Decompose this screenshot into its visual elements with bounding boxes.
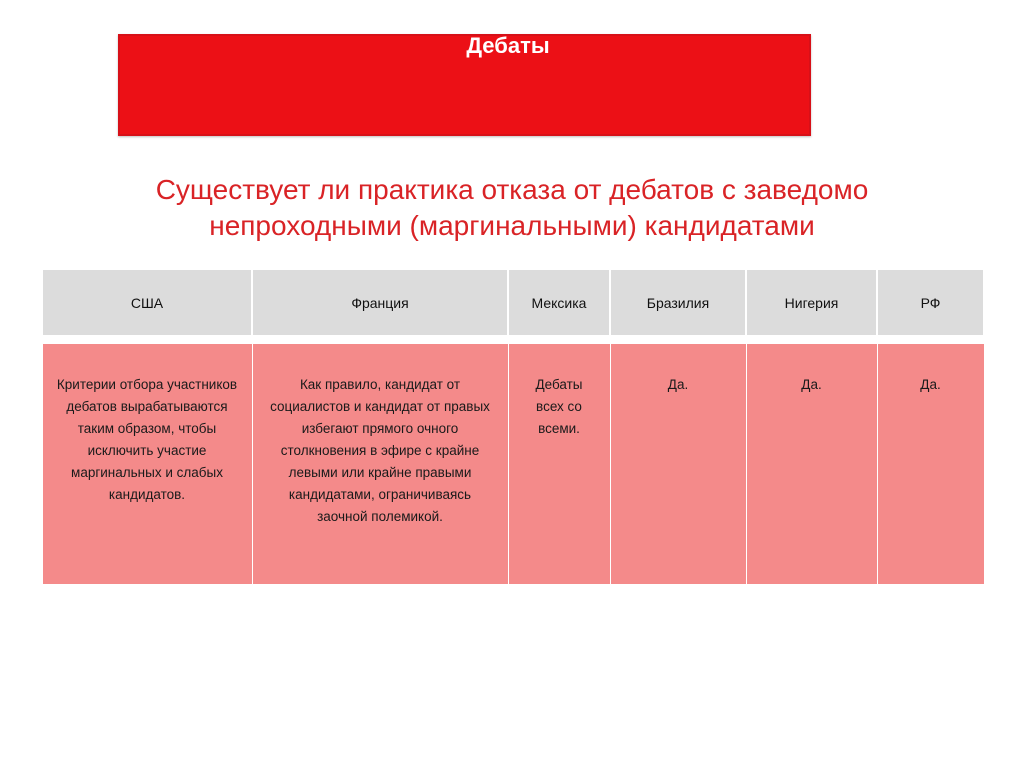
table-header-row xyxy=(42,270,984,335)
question-line-2: непроходными (маргинальными) кандидатами xyxy=(209,210,815,241)
cell-france xyxy=(252,344,508,584)
table-row xyxy=(42,344,984,584)
header-mexico: Мексика xyxy=(508,270,610,335)
header-usa: США xyxy=(42,270,252,335)
cell-brazil xyxy=(610,344,746,584)
table-gap xyxy=(42,335,984,344)
cell-brazil-text: Да. xyxy=(667,377,689,392)
cell-mexico xyxy=(508,344,610,584)
cell-usa-text: Критерии отбора участников дебатов вырабатываются таким образом, чтобы исключить участие маргинальных и слабых кандидатов. xyxy=(56,377,238,502)
slide-title: Дебаты xyxy=(466,33,550,58)
cell-russia xyxy=(877,344,984,584)
cell-nigeria-text: Да. xyxy=(801,377,822,392)
question-line-1: Существует ли практика отказа от дебатов с заведомо xyxy=(155,174,869,205)
question-heading xyxy=(0,172,1024,244)
comparison-table xyxy=(41,270,985,584)
header-nigeria: Нигерия xyxy=(746,270,877,335)
cell-mexico-text: Дебаты всех со всеми. xyxy=(535,377,583,436)
cell-nigeria xyxy=(746,344,877,584)
cell-france-text: Как правило, кандидат от социалистов и кандидат от правых избегают прямого очного столкновения в эфире с крайне левыми или крайне правыми кандидатами, ограничиваясь заочной полемикой. xyxy=(270,377,490,524)
cell-usa xyxy=(42,344,252,584)
header-france: Франция xyxy=(252,270,508,335)
cell-russia-text: Да. xyxy=(920,377,941,392)
header-russia: РФ xyxy=(877,270,984,335)
header-brazil: Бразилия xyxy=(610,270,746,335)
